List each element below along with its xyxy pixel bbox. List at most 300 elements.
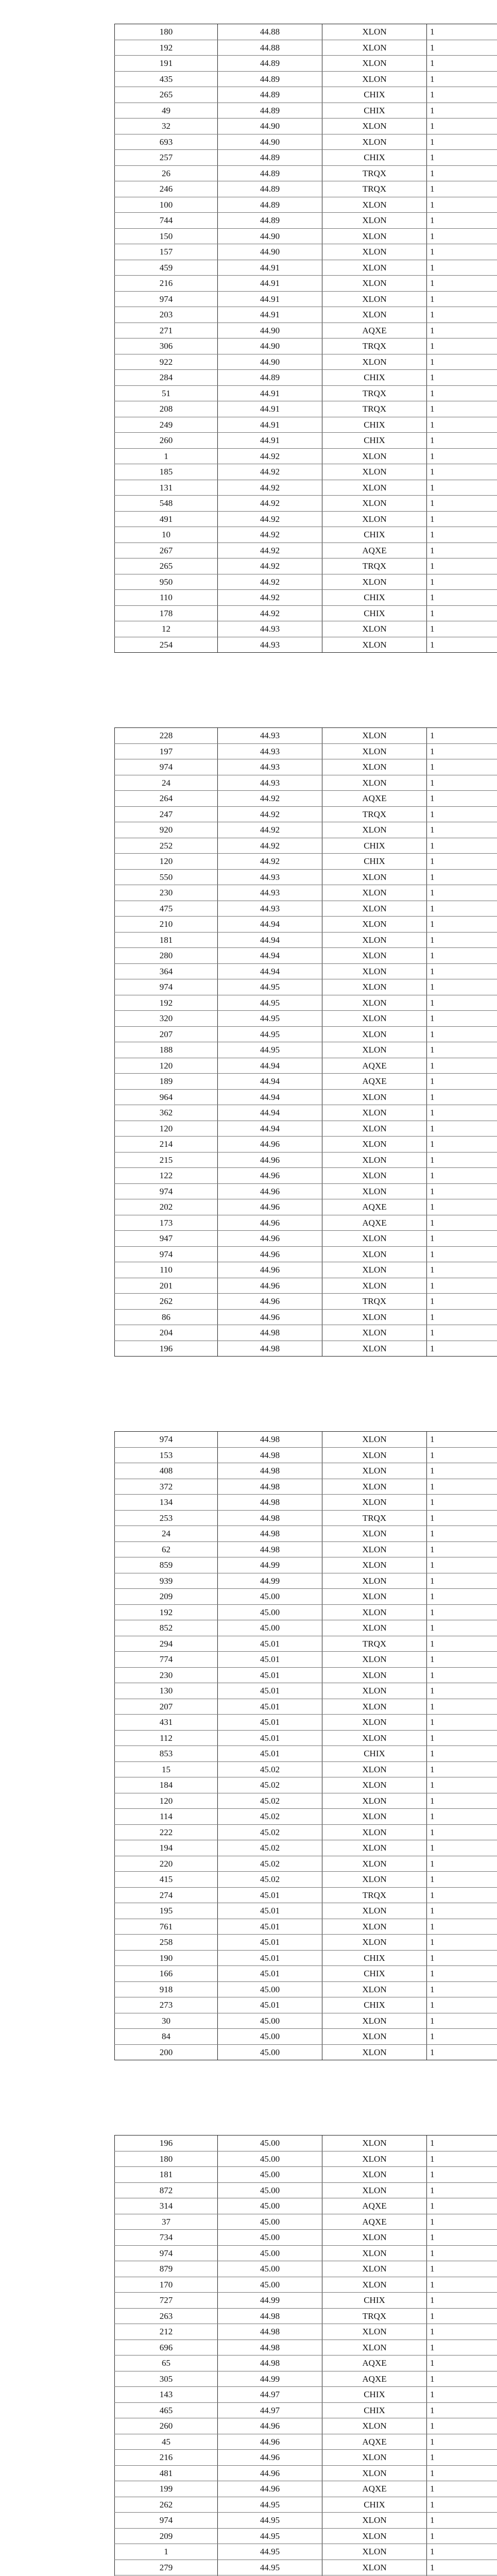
table-row: [115, 1856, 497, 1872]
venue-cell: AQXE: [322, 2371, 427, 2387]
price-cell: 44.92: [218, 590, 322, 606]
time-cell: 1: [427, 260, 497, 276]
venue-cell: XLON: [322, 1777, 427, 1793]
price-cell: 44.93: [218, 637, 322, 653]
table-row: [115, 979, 497, 995]
venue-cell: AQXE: [322, 1058, 427, 1074]
table-row: [115, 417, 497, 433]
quantity-cell: 362: [115, 1105, 218, 1121]
trades-body: [115, 24, 497, 653]
venue-cell: XLON: [322, 1231, 427, 1247]
time-cell: 1: [427, 118, 497, 134]
quantity-cell: 853: [115, 1746, 218, 1762]
venue-cell: XLON: [322, 1793, 427, 1809]
venue-cell: XLON: [322, 1011, 427, 1027]
price-cell: 44.91: [218, 385, 322, 401]
time-cell: 1: [427, 354, 497, 370]
price-cell: 44.96: [218, 2465, 322, 2481]
price-cell: 44.99: [218, 1557, 322, 1573]
quantity-cell: 184: [115, 1777, 218, 1793]
price-cell: 44.98: [218, 1447, 322, 1463]
venue-cell: XLON: [322, 2151, 427, 2167]
venue-cell: AQXE: [322, 2481, 427, 2497]
table-row: [115, 558, 497, 574]
price-cell: 44.95: [218, 2560, 322, 2575]
quantity-cell: 734: [115, 2230, 218, 2246]
price-cell: 44.93: [218, 885, 322, 901]
venue-cell: XLON: [322, 1089, 427, 1105]
quantity-cell: 196: [115, 1341, 218, 1357]
price-cell: 44.93: [218, 869, 322, 885]
quantity-cell: 181: [115, 2167, 218, 2183]
venue-cell: XLON: [322, 1152, 427, 1168]
time-cell: 1: [427, 1824, 497, 1840]
quantity-cell: 257: [115, 150, 218, 166]
time-cell: 1: [427, 1447, 497, 1463]
time-cell: 1: [427, 213, 497, 229]
price-cell: 44.93: [218, 901, 322, 917]
venue-cell: XLON: [322, 1872, 427, 1888]
price-cell: 45.02: [218, 1840, 322, 1856]
table-row: [115, 1887, 497, 1903]
quantity-cell: 273: [115, 1997, 218, 2013]
quantity-cell: 247: [115, 806, 218, 822]
table-row: [115, 2293, 497, 2309]
venue-cell: XLON: [322, 775, 427, 791]
venue-cell: XLON: [322, 1183, 427, 1199]
time-cell: 1: [427, 181, 497, 197]
price-cell: 45.00: [218, 2245, 322, 2261]
venue-cell: TRQX: [322, 338, 427, 354]
time-cell: 1: [427, 448, 497, 464]
time-cell: 1: [427, 323, 497, 338]
venue-cell: XLON: [322, 901, 427, 917]
quantity-cell: 196: [115, 2136, 218, 2151]
venue-cell: XLON: [322, 118, 427, 134]
venue-cell: XLON: [322, 637, 427, 653]
trades-table: [114, 1431, 497, 2060]
price-cell: 45.00: [218, 2261, 322, 2277]
price-cell: 44.89: [218, 197, 322, 213]
time-cell: 1: [427, 1730, 497, 1746]
price-cell: 44.93: [218, 728, 322, 744]
table-row: [115, 2214, 497, 2230]
venue-cell: XLON: [322, 1935, 427, 1951]
quantity-cell: 208: [115, 401, 218, 417]
price-cell: 44.92: [218, 806, 322, 822]
table-row: [115, 2544, 497, 2560]
venue-cell: XLON: [322, 1856, 427, 1872]
quantity-cell: 192: [115, 1604, 218, 1620]
quantity-cell: 12: [115, 621, 218, 637]
quantity-cell: 209: [115, 1589, 218, 1605]
quantity-cell: 320: [115, 1011, 218, 1027]
time-cell: 1: [427, 806, 497, 822]
venue-cell: XLON: [322, 244, 427, 260]
table-page-3: [114, 1431, 497, 2060]
time-cell: 1: [427, 1495, 497, 1511]
quantity-cell: 216: [115, 276, 218, 292]
table-row: [115, 1042, 497, 1058]
time-cell: 1: [427, 1026, 497, 1042]
time-cell: 1: [427, 338, 497, 354]
time-cell: 1: [427, 1510, 497, 1526]
table-row: [115, 2261, 497, 2277]
table-row: [115, 1589, 497, 1605]
time-cell: 1: [427, 2497, 497, 2513]
quantity-cell: 306: [115, 338, 218, 354]
quantity-cell: 207: [115, 1026, 218, 1042]
table-row: [115, 276, 497, 292]
price-cell: 44.89: [218, 181, 322, 197]
table-row: [115, 2497, 497, 2513]
trades-table: [114, 24, 497, 653]
venue-cell: XLON: [322, 464, 427, 480]
quantity-cell: 974: [115, 291, 218, 307]
table-row: [115, 338, 497, 354]
time-cell: 1: [427, 1997, 497, 2013]
quantity-cell: 920: [115, 822, 218, 838]
price-cell: 44.94: [218, 1105, 322, 1121]
price-cell: 44.98: [218, 2340, 322, 2355]
table-row: [115, 1573, 497, 1589]
quantity-cell: 696: [115, 2340, 218, 2355]
venue-cell: XLON: [322, 291, 427, 307]
table-row: [115, 759, 497, 775]
price-cell: 45.02: [218, 1777, 322, 1793]
time-cell: 1: [427, 2371, 497, 2387]
price-cell: 44.92: [218, 527, 322, 543]
price-cell: 44.90: [218, 118, 322, 134]
time-cell: 1: [427, 2136, 497, 2151]
table-row: [115, 1325, 497, 1341]
price-cell: 44.94: [218, 948, 322, 964]
venue-cell: XLON: [322, 995, 427, 1011]
price-cell: 44.98: [218, 1541, 322, 1557]
venue-cell: XLON: [322, 1341, 427, 1357]
time-cell: 1: [427, 2044, 497, 2060]
time-cell: 1: [427, 1636, 497, 1652]
time-cell: 1: [427, 1058, 497, 1074]
quantity-cell: 143: [115, 2387, 218, 2403]
quantity-cell: 974: [115, 1183, 218, 1199]
price-cell: 45.01: [218, 1997, 322, 2013]
price-cell: 44.94: [218, 1089, 322, 1105]
quantity-cell: 200: [115, 2044, 218, 2060]
venue-cell: CHIX: [322, 2402, 427, 2418]
table-row: [115, 791, 497, 807]
time-cell: 1: [427, 1121, 497, 1137]
price-cell: 45.00: [218, 2230, 322, 2246]
time-cell: 1: [427, 1152, 497, 1168]
quantity-cell: 24: [115, 1526, 218, 1542]
price-cell: 45.00: [218, 2198, 322, 2214]
price-cell: 44.91: [218, 276, 322, 292]
quantity-cell: 279: [115, 2560, 218, 2575]
quantity-cell: 209: [115, 2528, 218, 2544]
quantity-cell: 431: [115, 1715, 218, 1731]
price-cell: 44.90: [218, 338, 322, 354]
time-cell: 1: [427, 276, 497, 292]
price-cell: 44.94: [218, 932, 322, 948]
price-cell: 44.96: [218, 1278, 322, 1294]
time-cell: 1: [427, 1667, 497, 1683]
quantity-cell: 110: [115, 1262, 218, 1278]
table-row: [115, 1903, 497, 1919]
price-cell: 44.92: [218, 791, 322, 807]
venue-cell: XLON: [322, 496, 427, 512]
quantity-cell: 10: [115, 527, 218, 543]
table-row: [115, 2371, 497, 2387]
quantity-cell: 24: [115, 775, 218, 791]
venue-cell: XLON: [322, 2418, 427, 2434]
venue-cell: XLON: [322, 1667, 427, 1683]
table-row: [115, 2387, 497, 2403]
quantity-cell: 305: [115, 2371, 218, 2387]
venue-cell: TRQX: [322, 1294, 427, 1310]
table-row: [115, 401, 497, 417]
price-cell: 45.00: [218, 2044, 322, 2060]
time-cell: 1: [427, 854, 497, 870]
quantity-cell: 210: [115, 917, 218, 933]
table-row: [115, 2013, 497, 2029]
time-cell: 1: [427, 869, 497, 885]
table-row: [115, 605, 497, 621]
venue-cell: XLON: [322, 743, 427, 759]
trades-table: [114, 2135, 497, 2576]
quantity-cell: 153: [115, 1447, 218, 1463]
venue-cell: XLON: [322, 1981, 427, 1997]
table-row: [115, 1183, 497, 1199]
table-row: [115, 1715, 497, 1731]
quantity-cell: 262: [115, 1294, 218, 1310]
time-cell: 1: [427, 103, 497, 118]
price-cell: 44.98: [218, 1510, 322, 1526]
quantity-cell: 150: [115, 228, 218, 244]
venue-cell: XLON: [322, 1683, 427, 1699]
time-cell: 1: [427, 71, 497, 87]
time-cell: 1: [427, 2465, 497, 2481]
time-cell: 1: [427, 1011, 497, 1027]
table-row: [115, 291, 497, 307]
quantity-cell: 939: [115, 1573, 218, 1589]
time-cell: 1: [427, 728, 497, 744]
venue-cell: XLON: [322, 1526, 427, 1542]
table-row: [115, 948, 497, 964]
venue-cell: XLON: [322, 1246, 427, 1262]
price-cell: 44.96: [218, 1231, 322, 1247]
venue-cell: XLON: [322, 448, 427, 464]
venue-cell: XLON: [322, 1557, 427, 1573]
venue-cell: TRQX: [322, 1510, 427, 1526]
time-cell: 1: [427, 838, 497, 854]
venue-cell: AQXE: [322, 1199, 427, 1215]
table-row: [115, 2465, 497, 2481]
table-row: [115, 885, 497, 901]
table-row: [115, 1652, 497, 1668]
quantity-cell: 197: [115, 743, 218, 759]
time-cell: 1: [427, 2151, 497, 2167]
time-cell: 1: [427, 2450, 497, 2466]
price-cell: 44.96: [218, 1262, 322, 1278]
quantity-cell: 45: [115, 2434, 218, 2450]
venue-cell: TRQX: [322, 2308, 427, 2324]
venue-cell: XLON: [322, 276, 427, 292]
venue-cell: CHIX: [322, 2293, 427, 2309]
price-cell: 44.92: [218, 496, 322, 512]
price-cell: 44.96: [218, 1309, 322, 1325]
venue-cell: XLON: [322, 1463, 427, 1479]
trades-body: [115, 728, 497, 1357]
time-cell: 1: [427, 1903, 497, 1919]
price-cell: 44.91: [218, 307, 322, 323]
table-row: [115, 1231, 497, 1247]
quantity-cell: 100: [115, 197, 218, 213]
quantity-cell: 252: [115, 838, 218, 854]
table-row: [115, 464, 497, 480]
table-row: [115, 1793, 497, 1809]
table-row: [115, 1246, 497, 1262]
venue-cell: AQXE: [322, 2434, 427, 2450]
venue-cell: XLON: [322, 1137, 427, 1153]
quantity-cell: 230: [115, 1667, 218, 1683]
table-row: [115, 1935, 497, 1951]
price-cell: 44.95: [218, 1042, 322, 1058]
venue-cell: XLON: [322, 40, 427, 56]
time-cell: 1: [427, 2277, 497, 2293]
time-cell: 1: [427, 2230, 497, 2246]
venue-cell: XLON: [322, 621, 427, 637]
table-row: [115, 1730, 497, 1746]
venue-cell: CHIX: [322, 838, 427, 854]
quantity-cell: 173: [115, 1215, 218, 1231]
table-row: [115, 1919, 497, 1935]
table-row: [115, 24, 497, 40]
table-row: [115, 1432, 497, 1448]
table-row: [115, 1058, 497, 1074]
time-cell: 1: [427, 1761, 497, 1777]
table-row: [115, 854, 497, 870]
venue-cell: XLON: [322, 1573, 427, 1589]
quantity-cell: 974: [115, 759, 218, 775]
price-cell: 44.96: [218, 1215, 322, 1231]
venue-cell: XLON: [322, 1840, 427, 1856]
time-cell: 1: [427, 2293, 497, 2309]
venue-cell: XLON: [322, 2544, 427, 2560]
table-row: [115, 1309, 497, 1325]
table-page-2: [114, 727, 497, 1357]
table-page-4: [114, 2135, 497, 2576]
time-cell: 1: [427, 511, 497, 527]
table-row: [115, 743, 497, 759]
time-cell: 1: [427, 291, 497, 307]
price-cell: 44.95: [218, 2544, 322, 2560]
time-cell: 1: [427, 621, 497, 637]
time-cell: 1: [427, 2402, 497, 2418]
price-cell: 44.98: [218, 1463, 322, 1479]
quantity-cell: 727: [115, 2293, 218, 2309]
price-cell: 45.00: [218, 2167, 322, 2183]
table-row: [115, 2355, 497, 2371]
table-row: [115, 1950, 497, 1966]
time-cell: 1: [427, 1278, 497, 1294]
venue-cell: CHIX: [322, 590, 427, 606]
time-cell: 1: [427, 1074, 497, 1090]
venue-cell: XLON: [322, 1026, 427, 1042]
quantity-cell: 195: [115, 1903, 218, 1919]
quantity-cell: 220: [115, 1856, 218, 1872]
venue-cell: XLON: [322, 1620, 427, 1636]
venue-cell: XLON: [322, 228, 427, 244]
time-cell: 1: [427, 1620, 497, 1636]
table-row: [115, 806, 497, 822]
quantity-cell: 364: [115, 963, 218, 979]
table-row: [115, 2340, 497, 2355]
table-row: [115, 2277, 497, 2293]
quantity-cell: 134: [115, 1495, 218, 1511]
quantity-cell: 879: [115, 2261, 218, 2277]
table-row: [115, 1761, 497, 1777]
venue-cell: TRQX: [322, 165, 427, 181]
table-row: [115, 2029, 497, 2045]
table-row: [115, 496, 497, 512]
table-row: [115, 2151, 497, 2167]
venue-cell: CHIX: [322, 854, 427, 870]
price-cell: 44.91: [218, 401, 322, 417]
venue-cell: AQXE: [322, 543, 427, 558]
price-cell: 44.98: [218, 1526, 322, 1542]
time-cell: 1: [427, 56, 497, 72]
venue-cell: XLON: [322, 759, 427, 775]
table-row: [115, 1074, 497, 1090]
time-cell: 1: [427, 2029, 497, 2045]
quantity-cell: 120: [115, 1058, 218, 1074]
quantity-cell: 180: [115, 24, 218, 40]
time-cell: 1: [427, 995, 497, 1011]
venue-cell: XLON: [322, 1325, 427, 1341]
quantity-cell: 254: [115, 637, 218, 653]
table-row: [115, 56, 497, 72]
price-cell: 44.96: [218, 2481, 322, 2497]
quantity-cell: 246: [115, 181, 218, 197]
price-cell: 44.94: [218, 1121, 322, 1137]
table-row: [115, 2324, 497, 2340]
table-row: [115, 1199, 497, 1215]
quantity-cell: 207: [115, 1699, 218, 1715]
table-row: [115, 2198, 497, 2214]
price-cell: 44.97: [218, 2402, 322, 2418]
quantity-cell: 120: [115, 1793, 218, 1809]
time-cell: 1: [427, 464, 497, 480]
quantity-cell: 191: [115, 56, 218, 72]
time-cell: 1: [427, 1325, 497, 1341]
price-cell: 45.01: [218, 1667, 322, 1683]
venue-cell: XLON: [322, 71, 427, 87]
time-cell: 1: [427, 2245, 497, 2261]
time-cell: 1: [427, 605, 497, 621]
venue-cell: XLON: [322, 2513, 427, 2529]
table-row: [115, 1777, 497, 1793]
time-cell: 1: [427, 1183, 497, 1199]
time-cell: 1: [427, 901, 497, 917]
table-row: [115, 1604, 497, 1620]
venue-cell: AQXE: [322, 1215, 427, 1231]
venue-cell: XLON: [322, 1715, 427, 1731]
price-cell: 45.01: [218, 1950, 322, 1966]
price-cell: 44.96: [218, 1183, 322, 1199]
price-cell: 45.02: [218, 1809, 322, 1825]
quantity-cell: 120: [115, 1121, 218, 1137]
